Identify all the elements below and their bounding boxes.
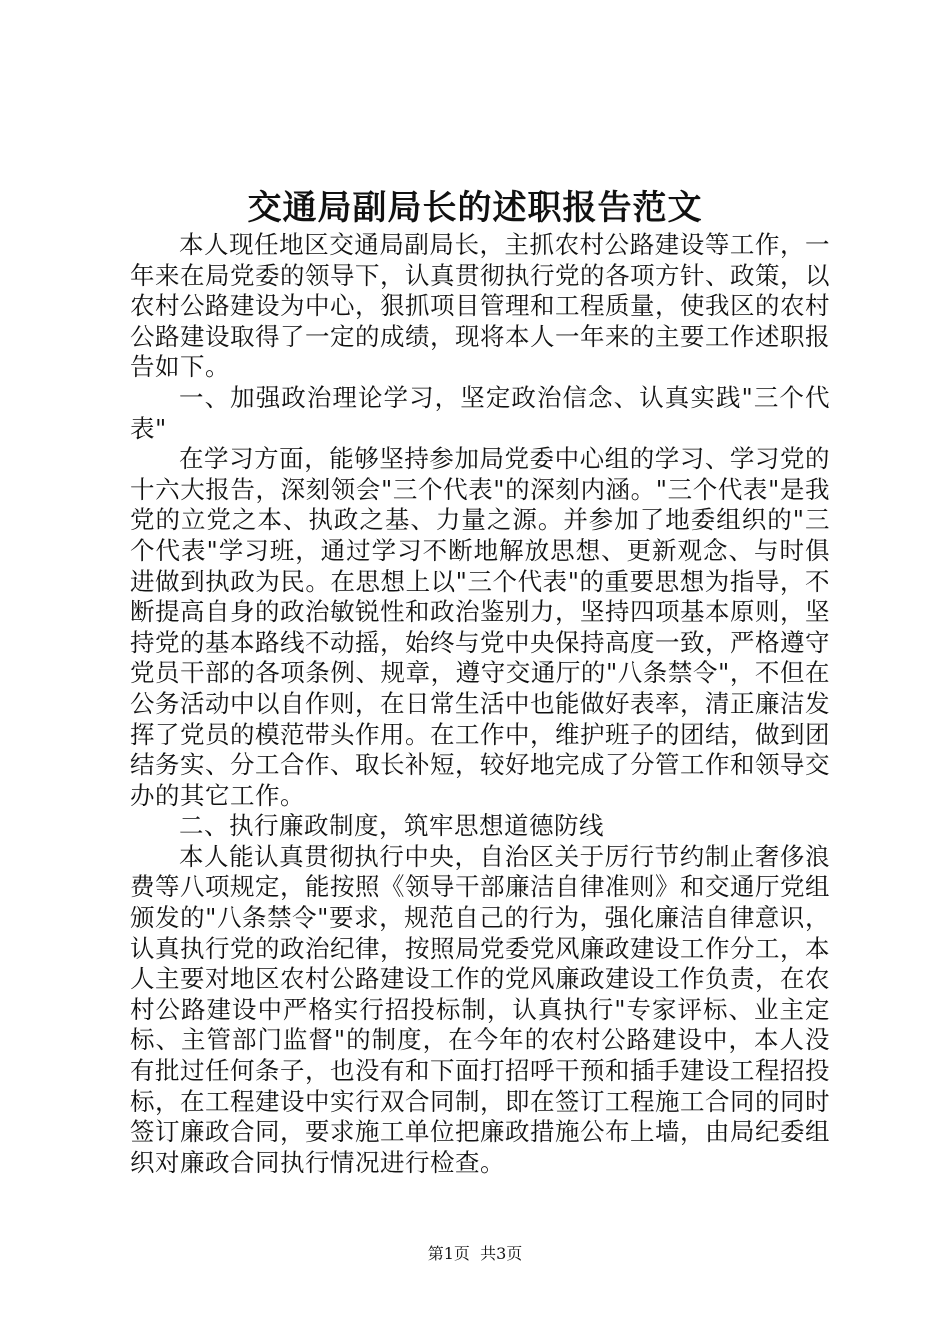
document-title: 交通局副局长的述职报告范文 <box>247 188 703 228</box>
paragraph-integrity: 本人能认真贯彻执行中央，自治区关于厉行节约制止奢侈浪费等八项规定，能按照《领导干部廉洁自律准则》和交通厅党组颁发的"八条禁令"要求，规范自己的行为，强化廉洁自律意识，认真执行党的政治纪律，按照局党委党风廉政建设工作分工，本人主要对地区农村公路建设工作的党风廉政建设工作负责，在农村公路建设中严格实行招投标制，认真执行"专家评标、业主定标、主管部门监督"的制度，在今年的农村公路建设中，本人没有批过任何条子，也没有和下面打招呼干预和插手建设工程招投标，在工程建设中实行双合同制，即在签订工程施工合同的同时签订廉政合同，要求施工单位把廉政措施公布上墙，由局纪委组织对廉政合同执行情况进行检查。 <box>130 841 830 1177</box>
paragraph-study: 在学习方面，能够坚持参加局党委中心组的学习、学习党的十六大报告，深刻领会"三个代表"的深刻内涵。"三个代表"是我党的立党之本、执政之基、力量之源。并参加了地委组织的"三个代表"学习班，通过学习不断地解放思想、更新观念、与时俱进做到执政为民。在思想上以"三个代表"的重要思想为指导，不断提高自身的政治敏锐性和政治鉴别力，坚持四项基本原则，坚持党的基本路线不动摇，始终与党中央保持高度一致，严格遵守党员干部的各项条例、规章，遵守交通厅的"八条禁令"，不但在公务活动中以自作则，在日常生活中也能做好表率，清正廉洁发挥了党员的模范带头作用。在工作中，维护班子的团结，做到团结务实、分工合作、取长补短，较好地完成了分管工作和领导交办的其它工作。 <box>130 444 830 810</box>
document-body <box>130 230 830 1178</box>
section-heading-2: 二、执行廉政制度，筑牢思想道德防线 <box>179 811 604 841</box>
page-number-footer: 第1页 共3页 <box>427 1244 523 1263</box>
paragraph-intro: 本人现任地区交通局副局长，主抓农村公路建设等工作，一年来在局党委的领导下，认真贯彻执行党的各项方针、政策，以农村公路建设为中心，狠抓项目管理和工程质量，使我区的农村公路建设取得了一定的成绩，现将本人一年来的主要工作述职报告如下。 <box>130 230 830 382</box>
section-heading-1: 一、加强政治理论学习，坚定政治信念、认真实践"三个代表" <box>130 382 830 443</box>
